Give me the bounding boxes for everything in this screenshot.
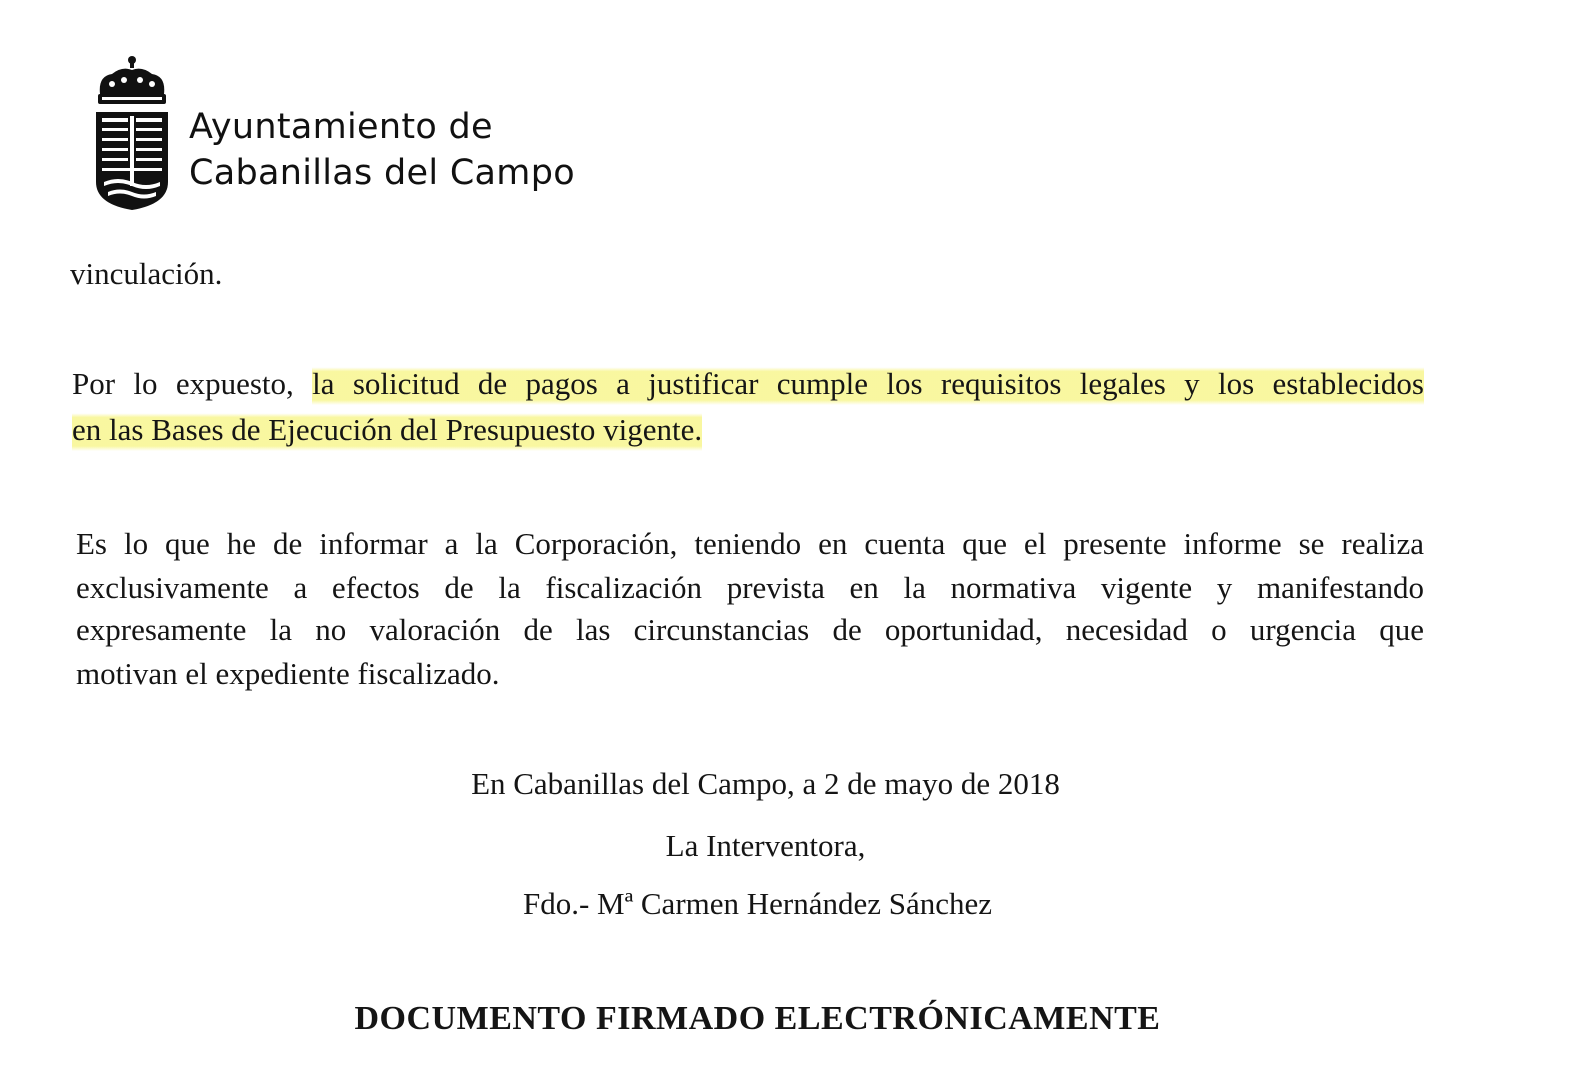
paragraph-1-line-1 [72, 366, 1424, 402]
highlighted-text: la solicitud de pagos a justificar cumple los requisitos legales y los establecidos [312, 364, 1424, 405]
paragraph-2-line-1: Es lo que he de informar a la Corporación, teniendo en cuenta que el presente informe se realiza [76, 526, 1424, 561]
letterhead [92, 54, 652, 214]
organization-name-line2: Cabanillas del Campo [189, 153, 575, 193]
electronic-signature-notice: DOCUMENTO FIRMADO ELECTRÓNICAMENTE [354, 1000, 1161, 1037]
paragraph-2-line-2: exclusivamente a efectos de la fiscalización prevista en la normativa vigente y manifestando [76, 570, 1424, 605]
highlighted-text: en las Bases de Ejecución del Presupuesto vigente. [72, 410, 702, 451]
place-and-date: En Cabanillas del Campo, a 2 de mayo de 2018 [471, 766, 1060, 801]
paragraph-1-line-2 [72, 412, 702, 448]
organization-name [189, 104, 575, 196]
paragraph-2-line-4: motivan el expediente fiscalizado. [76, 656, 500, 691]
paragraph-2-line-3: expresamente la no valoración de las circunstancias de oportunidad, necesidad o urgencia que [76, 612, 1424, 647]
continuation-text: vinculación. [70, 256, 223, 291]
organization-name-line1: Ayuntamiento de [189, 107, 493, 147]
signature-line: Fdo.- Mª Carmen Hernández Sánchez [522, 886, 993, 921]
paragraph-1-lead: Por lo expuesto, [72, 366, 313, 401]
coat-of-arms-icon [92, 54, 172, 212]
signer-role: La Interventora, [665, 828, 866, 863]
